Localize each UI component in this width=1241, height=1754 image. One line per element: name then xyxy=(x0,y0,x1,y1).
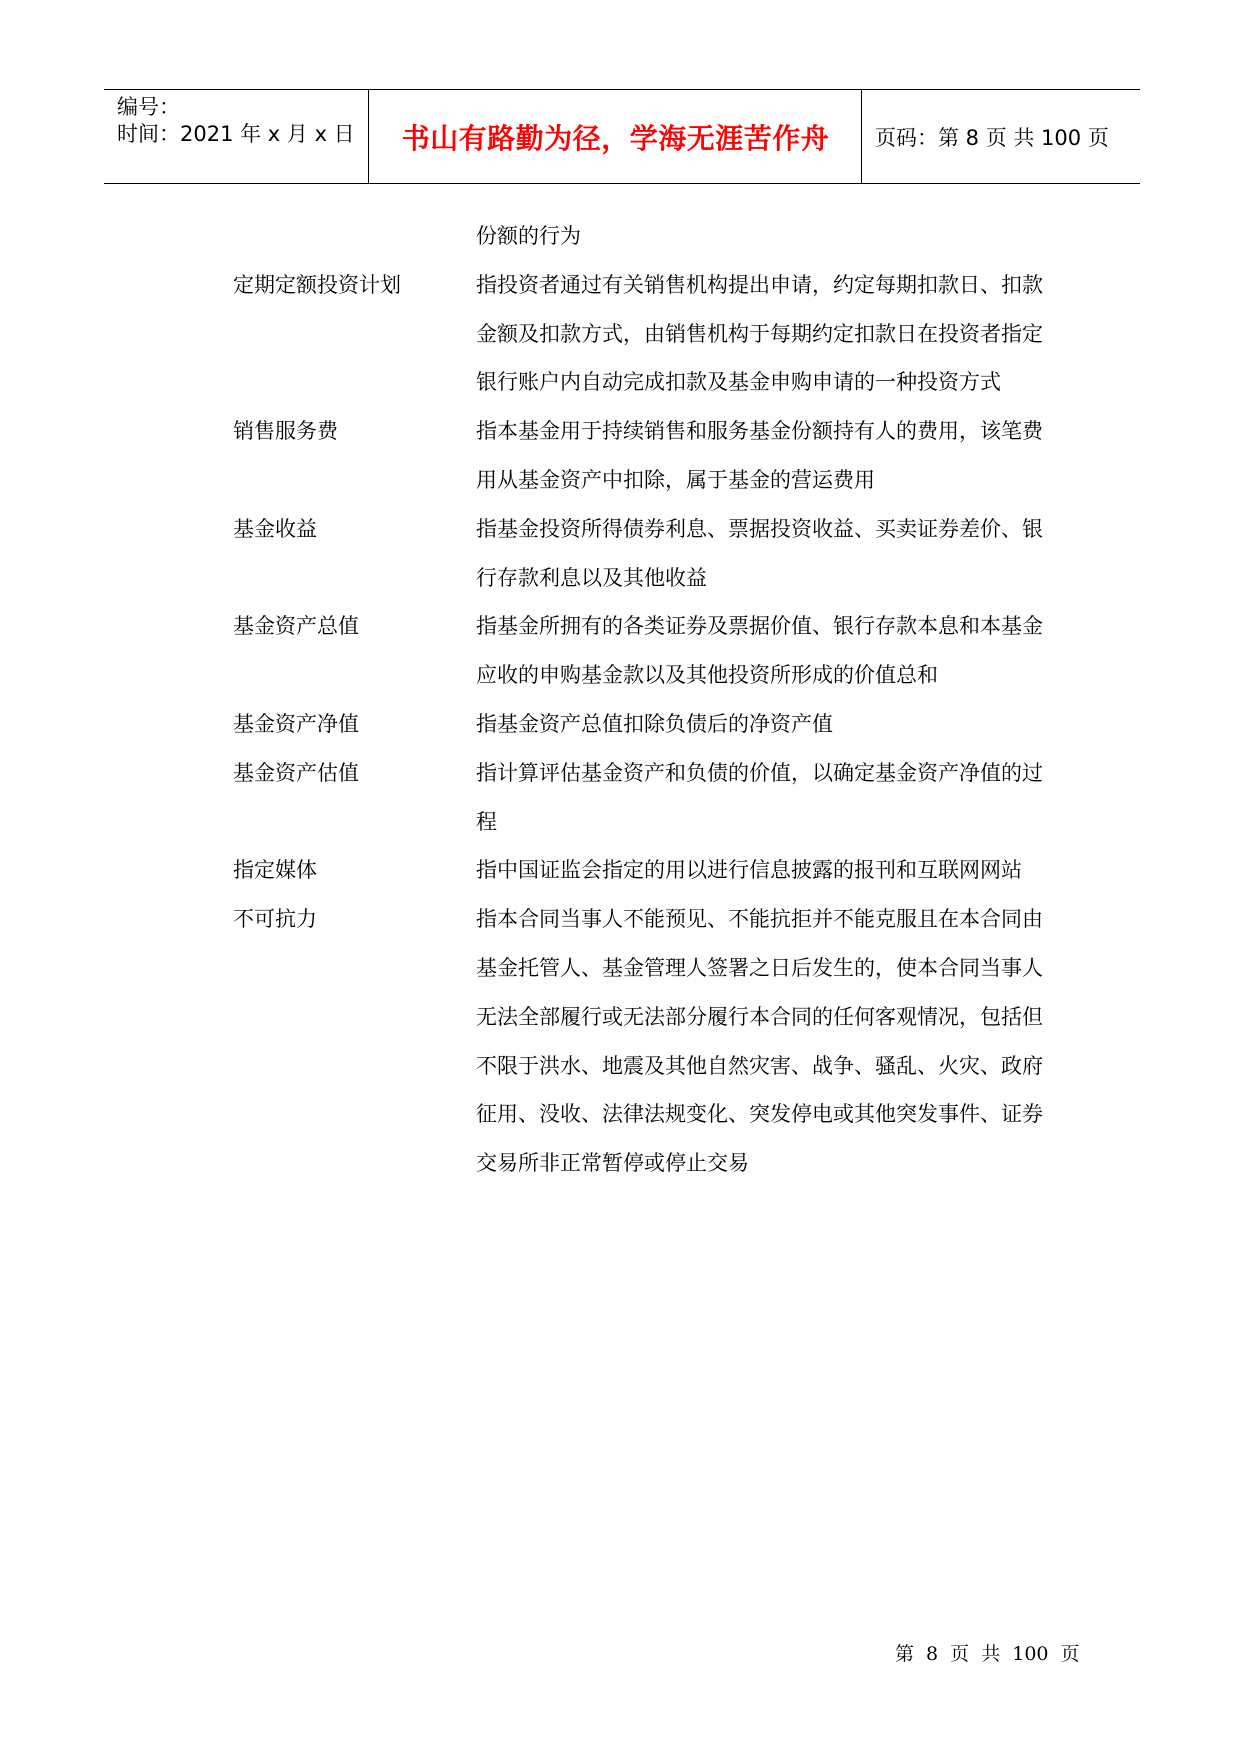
glossary-definition-line: 指计算评估基金资产和负债的价值，以确定基金资产净值的过 xyxy=(476,760,1043,785)
header-motto-cell xyxy=(370,90,862,183)
document-time-label: 时间：2021 年 x 月 x 日 xyxy=(117,122,355,146)
glossary-term: 基金资产总值 xyxy=(233,614,359,639)
glossary-term: 基金资产净值 xyxy=(233,712,359,736)
document-number-label: 编号： xyxy=(117,95,180,119)
glossary-definition-line: 行存款利息以及其他收益 xyxy=(476,565,707,590)
glossary-definition-line: 征用、没收、法律法规变化、突发停电或其他突发事件、证券 xyxy=(476,1102,1043,1127)
page-footer: 第 8 页 共 100 页 xyxy=(895,1643,1080,1665)
page-header xyxy=(104,89,1140,184)
glossary-definition-line: 不限于洪水、地震及其他自然灾害、战争、骚乱、火灾、政府 xyxy=(476,1053,1043,1078)
glossary-term: 基金收益 xyxy=(233,516,317,541)
header-motto: 书山有路勤为径，学海无涯苦作舟 xyxy=(401,121,830,155)
glossary-definition-line: 份额的行为 xyxy=(476,224,581,248)
glossary-term: 基金资产估值 xyxy=(233,760,359,785)
glossary-definition-line: 无法全部履行或无法部分履行本合同的任何客观情况，包括但 xyxy=(476,1004,1043,1029)
glossary-definition-line: 银行账户内自动完成扣款及基金申购申请的一种投资方式 xyxy=(476,370,1001,395)
glossary-definition-line: 金额及扣款方式，由销售机构于每期约定扣款日在投资者指定 xyxy=(476,321,1043,346)
glossary-definition-line: 指基金资产总值扣除负债后的净资产值 xyxy=(476,712,833,736)
glossary-definition-line: 指本合同当事人不能预见、不能抗拒并不能克服且在本合同由 xyxy=(476,907,1043,932)
glossary-definition-line: 交易所非正常暂停或停止交易 xyxy=(476,1151,749,1176)
header-page-info: 页码：第 8 页 共 100 页 xyxy=(875,125,1109,150)
glossary-definition-line: 应收的申购基金款以及其他投资所形成的价值总和 xyxy=(476,663,938,688)
glossary-definition-line: 指基金投资所得债券利息、票据投资收益、买卖证券差价、银 xyxy=(476,516,1043,541)
glossary-definition-line: 指中国证监会指定的用以进行信息披露的报刊和互联网网站 xyxy=(476,858,1022,883)
glossary-definition-line: 指基金所拥有的各类证券及票据价值、银行存款本息和本基金 xyxy=(476,614,1043,639)
glossary-definition-line: 程 xyxy=(476,809,497,834)
glossary-definition-line: 指本基金用于持续销售和服务基金份额持有人的费用，该笔费 xyxy=(476,419,1043,444)
glossary-term: 销售服务费 xyxy=(233,419,338,444)
glossary-definition-line: 用从基金资产中扣除，属于基金的营运费用 xyxy=(476,468,875,492)
glossary-definition-line: 基金托管人、基金管理人签署之日后发生的，使本合同当事人 xyxy=(476,956,1043,980)
glossary-definition-line: 指投资者通过有关销售机构提出申请，约定每期扣款日、扣款 xyxy=(476,272,1043,297)
glossary-term: 指定媒体 xyxy=(233,858,317,883)
glossary-term: 不可抗力 xyxy=(233,907,317,932)
glossary-term: 定期定额投资计划 xyxy=(233,272,401,297)
header-meta xyxy=(104,90,369,183)
